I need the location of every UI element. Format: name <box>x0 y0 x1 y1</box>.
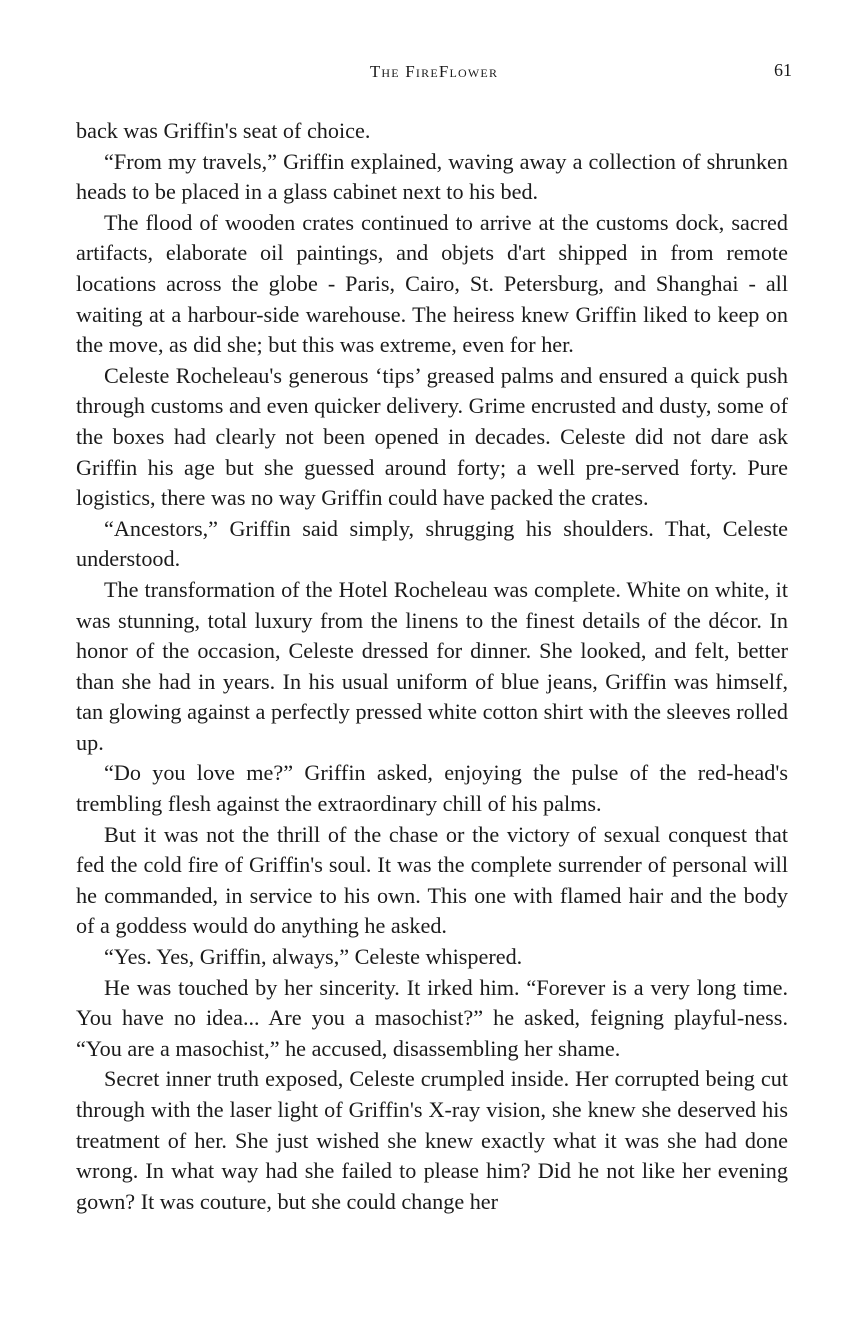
paragraph-2: “From my travels,” Griffin explained, waving away a collection of shrunken heads to be placed in a glass cabinet next to his bed. <box>76 148 788 205</box>
body-text <box>76 116 788 1217</box>
paragraph-3: The flood of wooden crates continued to arrive at the customs dock, sacred artifacts, elaborate oil paintings, and objets d'art shipped in from remote locations across the globe - Paris, Cairo, St. Petersburg, and Shanghai - all waiting at a harbour-side warehouse. The heiress knew Griffin liked to keep on the move, as did she; but this was extreme, even for her. <box>76 209 788 358</box>
paragraph-7: “Do you love me?” Griffin asked, enjoying the pulse of the red-head's trembling flesh against the extraordinary chill of his palms. <box>76 760 788 817</box>
paragraph-1: back was Griffin's seat of choice. <box>76 118 371 143</box>
page-header <box>76 58 792 88</box>
page-number: 61 <box>774 60 792 80</box>
paragraph-4: Celeste Rocheleau's generous ‘tips’ greased palms and ensured a quick push through customs and even quicker delivery. Grime encrusted and dusty, some of the boxes had clearly not been opened in decades. Celeste did not dare ask Griffin his age but she guessed around forty; a well pre-served forty. Pure logistics, there was no way Griffin could have packed the crates. <box>76 362 788 511</box>
paragraph-10: He was touched by her sincerity. It irked him. “Forever is a very long time. You have no idea... Are you a masochist?” he asked, feigning playful-ness. “You are a masochist,” he accused, disassembling her shame. <box>76 974 788 1061</box>
paragraph-6: The transformation of the Hotel Rocheleau was complete. White on white, it was stunning, total luxury from the linens to the finest details of the décor. In honor of the occasion, Celeste dressed for dinner. She looked, and felt, better than she had in years. In his usual uniform of blue jeans, Griffin was himself, tan glowing against a perfectly pressed white cotton shirt with the sleeves rolled up. <box>76 576 788 755</box>
paragraph-9: “Yes. Yes, Griffin, always,” Celeste whispered. <box>104 944 523 970</box>
paragraph-11: Secret inner truth exposed, Celeste crumpled inside. Her corrupted being cut through with the laser light of Griffin's X-ray vision, she knew she deserved his treatment of her. She just wished she knew exactly what it was she had done wrong. In what way had she failed to please him? Did he not like her evening gown? It was couture, but she could change her <box>76 1066 788 1214</box>
paragraph-5: “Ancestors,” Griffin said simply, shrugging his shoulders. That, Celeste understood. <box>76 515 788 572</box>
paragraph-8: But it was not the thrill of the chase or the victory of sexual conquest that fed the cold fire of Griffin's soul. It was the complete surrender of personal will he commanded, in service to his own. This one with flamed hair and the body of a goddess would do anything he asked. <box>76 821 788 939</box>
running-title: The FireFlower <box>369 62 499 81</box>
